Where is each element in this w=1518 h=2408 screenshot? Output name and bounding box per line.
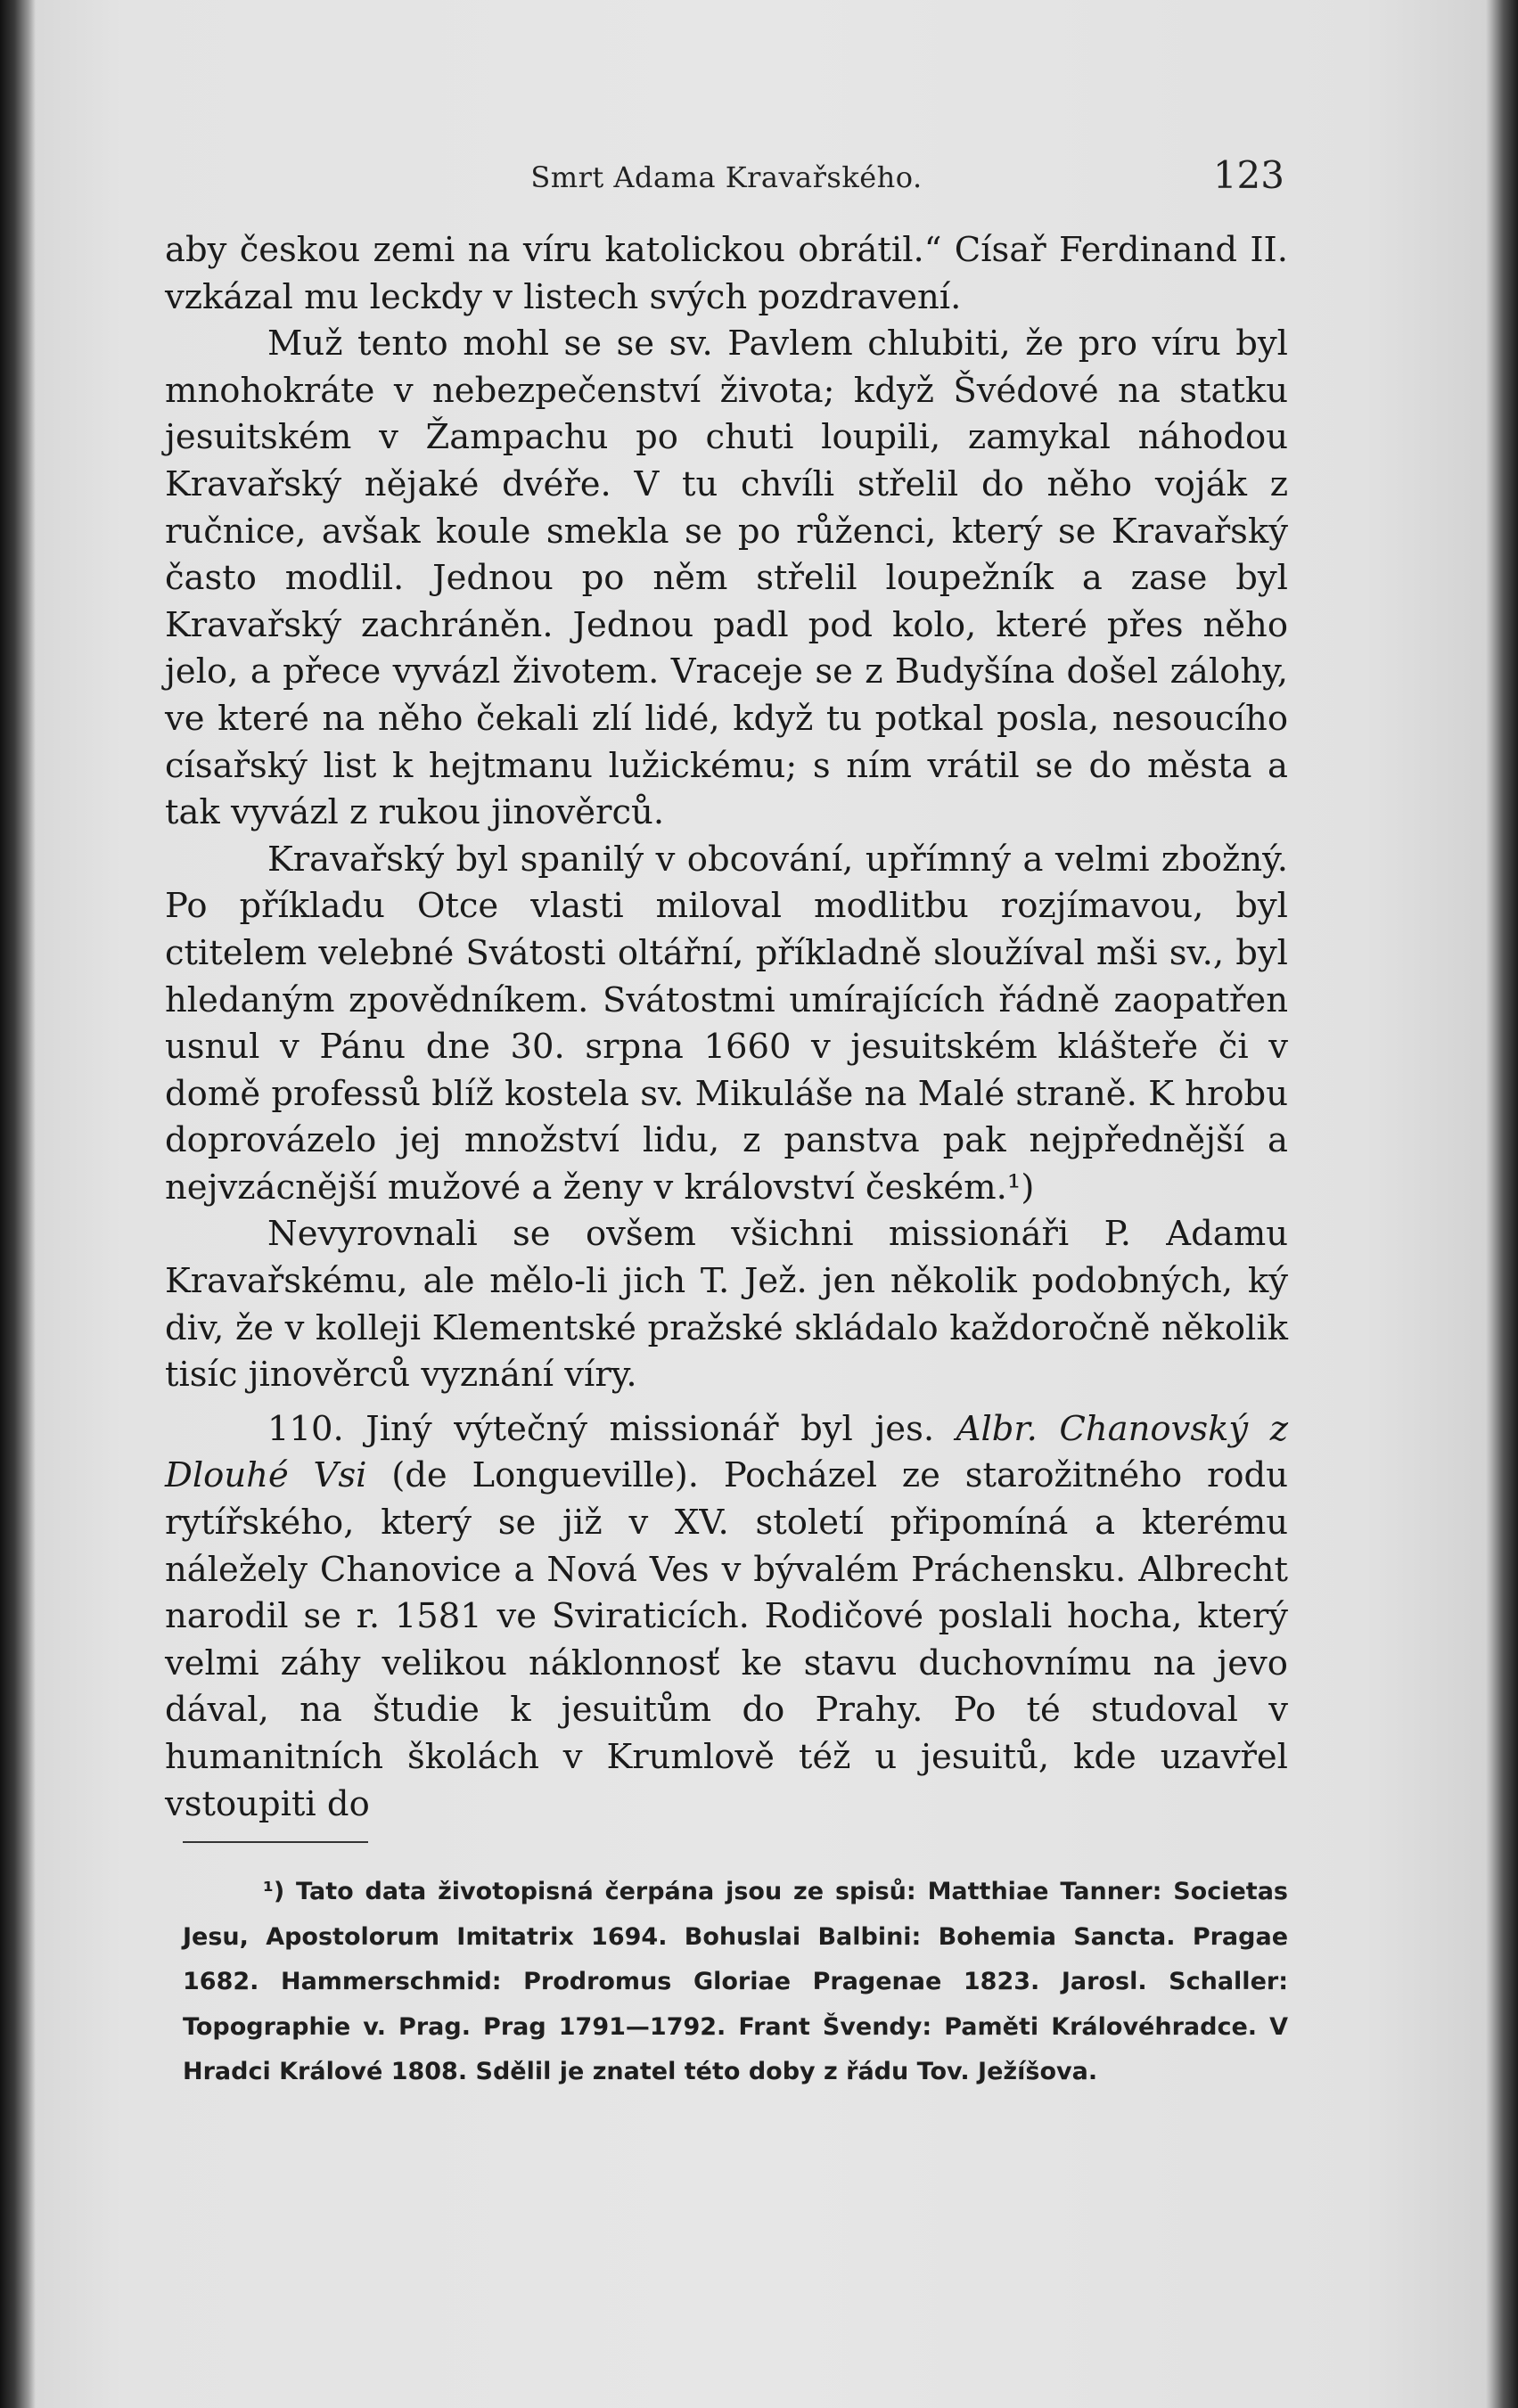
running-title: Smrt Adama Kravařského. bbox=[530, 160, 923, 194]
paragraph-110-lead: 110. Jiný výtečný missionář byl jes. bbox=[267, 1408, 956, 1449]
page-number: 123 bbox=[1212, 153, 1284, 197]
footnote-marker: ¹) bbox=[263, 1878, 285, 1905]
paragraph-110-rest: (de Longueville). Pocházel ze starožitného rodu rytířského, který se již v XV. století připomíná a kterému náležely Chanovice a Nová Ves v bývalém Práchensku. Albrecht narodil se r. 1581 ve Sviraticích. Rodičové poslali hocha, který velmi záhy velikou náklonnosť ke stavu duchovnímu na jevo dával, na študie k jesuitům do Prahy. Po té studoval v humanitních školách v Krumlově též u jesuitů, kde uzavřel vstoupiti do bbox=[165, 1455, 1288, 1824]
paragraph-missionaries: Nevyrovnali se ovšem všichni missionáři P. Adamu Kravařskému, ale mělo-li jich T. Jež. jen několik podobných, ký div, že v kolleji Klementské pražské skládalo každoročně několik tisíc jinověrců vyznání víry. bbox=[165, 1214, 1288, 1396]
person-name-chanovsky: Albr. Chanovský z Dlouhé Vsi bbox=[165, 1408, 1289, 1496]
footnote bbox=[183, 1870, 1288, 2095]
main-text bbox=[165, 227, 1288, 1828]
footnote-text: Tato data životopisná čerpána jsou ze spisů: Matthiae Tanner: Societas Jesu, Apostolorum Imitatrix 1694. Bohuslai Balbini: Bohemia Sancta. Pragae 1682. Hammerschmid: Prodromus Gloriae Pragenae 1823. Jarosl. Schaller: Topographie v. Prag. Prag 1791—1792. Frant Švendy: Paměti Královéhradce. V Hradci Králové 1808. Sdělil je znatel této doby z řádu Tov. Ježíšova. bbox=[183, 1878, 1288, 2085]
footnote-divider bbox=[183, 1841, 368, 1843]
paragraph-character: Kravařský byl spanilý v obcování, upřímný a velmi zbožný. Po příkladu Otce vlasti miloval modlitbu rozjímavou, byl ctitelem velebné Svátosti oltářní, příkladně sloužíval mši sv., byl hledaným zpovědníkem. Svátostmi umírajících řádně zaopatřen usnul v Pánu dne 30. srpna 1660 v jesuitském klášteře či v domě professů blíž kostela sv. Mikuláše na Malé straně. K hrobu doprovázelo jej množství lidu, z panstva pak nejpřednější a nejvzácnější mužové a ženy v království českém.¹) bbox=[165, 839, 1288, 1208]
right-page-edge bbox=[1486, 0, 1518, 2408]
paragraph-continuation: aby českou zemi na víru katolickou obrátil.“ Císař Ferdinand II. vzkázal mu leckdy v listech svých pozdravení. bbox=[165, 230, 1288, 317]
paragraph-110 bbox=[165, 1406, 1288, 1828]
paragraph-dangers: Muž tento mohl se se sv. Pavlem chlubiti, že pro víru byl mnohokráte v nebezpečenství života; když Švédové na statku jesuitském v Žampachu po chuti loupili, zamykal náhodou Kravařský nějaké dvéře. V tu chvíli střelil do něho voják z ručnice, avšak koule smekla se po růženci, který se Kravařský často modlil. Jednou po něm střelil loupežník a zase byl Kravařský zachráněn. Jednou padl pod kolo, které přes něho jelo, a přece vyvázl životem. Vraceje se z Budyšína došel zálohy, ve které na něho čekali zlí lidé, když tu potkal posla, nesoucího císařský list k hejtmanu lužickému; s ním vrátil se do města a tak vyvázl z rukou jinověrců. bbox=[165, 324, 1288, 833]
page-header bbox=[165, 153, 1288, 207]
left-page-edge bbox=[0, 0, 36, 2408]
